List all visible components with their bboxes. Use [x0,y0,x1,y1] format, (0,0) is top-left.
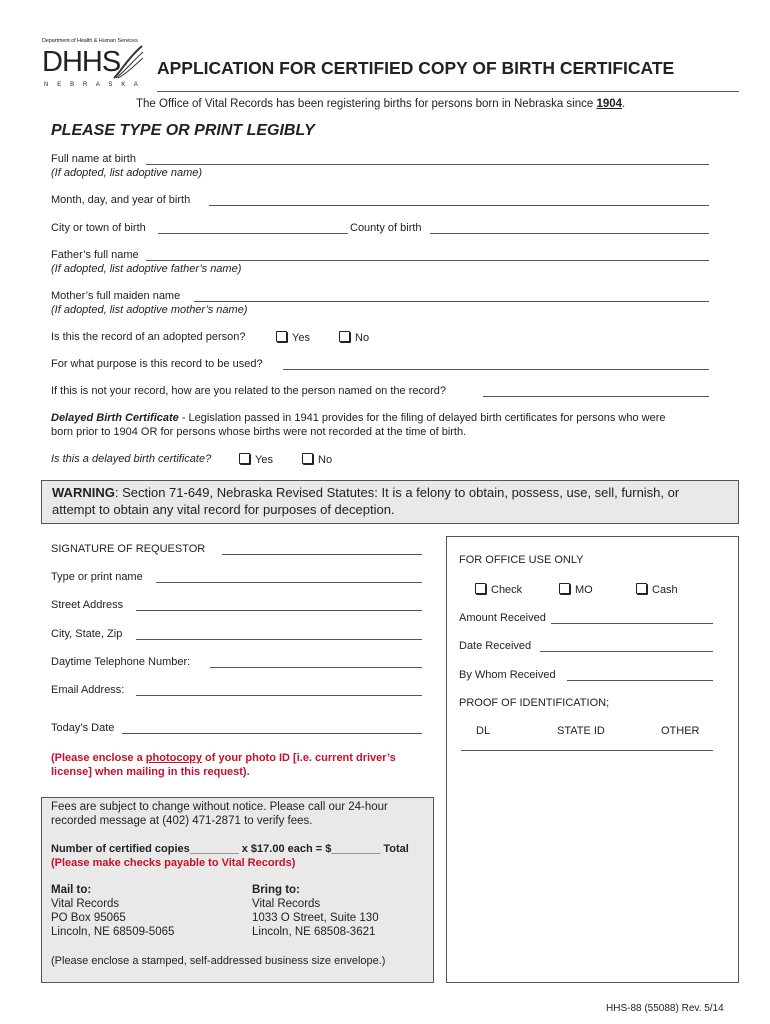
proof-other-label: OTHER [661,725,700,737]
full-name-note: (If adopted, list adoptive name) [51,167,203,179]
office-use-box [446,536,739,983]
delayed-no-label: No [318,454,333,466]
checkbox-icon[interactable] [636,583,647,594]
by-whom-label: By Whom Received [459,669,556,681]
full-name-label: Full name at birth [51,153,136,165]
checkbox-icon[interactable] [302,453,313,464]
purpose-label: For what purpose is this record to be used? [51,358,263,370]
city-label: City or town of birth [51,222,146,234]
date-received-label: Date Received [459,640,532,652]
by-whom-field[interactable] [567,680,713,681]
adopted-question: Is this the record of an adopted person? [51,331,246,343]
relation-field[interactable] [483,396,709,397]
checks-payable-note: (Please make checks payable to Vital Records) [51,857,296,869]
mother-label: Mother’s full maiden name [51,290,181,302]
delayed-title: Delayed Birth Certificate [51,412,179,424]
checkbox-icon[interactable] [339,331,350,342]
intro-text [136,98,625,110]
logo-swoosh-icon [112,44,144,80]
adopted-yes-option[interactable] [276,331,310,344]
dob-label: Month, day, and year of birth [51,194,191,206]
photo-note-b: photocopy [145,752,202,764]
relation-label: If this is not your record, how are you related to the person named on the record? [51,385,447,397]
office-check-option[interactable] [475,583,522,596]
city-state-zip-field[interactable] [136,639,422,640]
street-field[interactable] [136,610,422,611]
full-name-field[interactable] [146,164,709,165]
mail-to-label: Mail to: [51,884,92,896]
proof-of-id-label: PROOF OF IDENTIFICATION; [459,697,610,709]
checkbox-icon[interactable] [239,453,250,464]
proof-dl-label: DL [476,725,491,737]
street-label: Street Address [51,599,124,611]
signature-field[interactable] [222,554,422,555]
city-field[interactable] [158,233,348,234]
email-field[interactable] [136,695,422,696]
form-heading: PLEASE TYPE OR PRINT LEGIBLY [51,122,315,139]
title-rule [157,91,739,92]
city-state-zip-label: City, State, Zip [51,628,123,640]
father-note: (If adopted, list adoptive father’s name) [51,263,242,275]
fees-notice-2: recorded message at (402) 471-2871 to verify fees. [51,815,313,827]
delayed-question: Is this a delayed birth certificate? [51,453,212,465]
adopted-no-label: No [355,332,370,344]
office-mo-label: MO [575,584,593,596]
logo-dhhs-text: DHHS [42,46,121,78]
warning-text-1 [52,485,679,500]
logo-department-text: Department of Health & Human Services [42,38,138,44]
mail-to-line-2: PO Box 95065 [51,912,126,924]
photo-note-c: of your photo ID [i.e. current driver’s [202,752,396,764]
bring-to-line-3: Lincoln, NE 68508-3621 [252,926,376,938]
delayed-no-option[interactable] [302,453,332,466]
checkbox-icon[interactable] [276,331,287,342]
father-label: Father’s full name [51,249,139,261]
dob-field[interactable] [209,205,709,206]
amount-received-field[interactable] [551,623,713,624]
email-label: Email Address: [51,684,125,696]
delayed-description [51,412,665,424]
date-received-field[interactable] [540,651,713,652]
today-date-label: Today’s Date [51,722,115,734]
amount-received-label: Amount Received [459,612,546,624]
logo-state-text: N E B R A S K A [44,82,142,88]
delayed-yes-label: Yes [255,454,273,466]
mother-field[interactable] [194,301,709,302]
bring-to-line-2: 1033 O Street, Suite 130 [252,912,379,924]
delayed-text-1: - Legislation passed in 1941 provides for the filing of delayed birth certificates for persons who were [178,412,666,424]
photo-note-a: (Please enclose a [51,752,146,764]
office-mo-option[interactable] [559,583,593,596]
type-name-label: Type or print name [51,571,143,583]
photo-id-note-2: license] when mailing in this request). [51,766,250,778]
mother-note: (If adopted, list adoptive mother’s name) [51,304,248,316]
today-date-field[interactable] [122,733,422,734]
signature-label: SIGNATURE OF REQUESTOR [51,543,206,555]
warning-label: WARNING [52,485,115,500]
warning-text-2: attempt to obtain any vital record for purposes of deception. [52,502,395,517]
father-field[interactable] [146,260,709,261]
warning-body-1: : Section 71-649, Nebraska Revised Statutes: It is a felony to obtain, possess, use, sell, furnish, or [114,485,680,500]
certified-copies-line: Number of certified copies________ x $17.00 each = $________ Total [51,843,409,855]
adopted-no-option[interactable] [339,331,369,344]
mail-to-line-3: Lincoln, NE 68509-5065 [51,926,175,938]
delayed-yes-option[interactable] [239,453,273,466]
photo-id-note-1 [51,752,396,764]
mail-to-line-1: Vital Records [51,898,120,910]
intro-year: 1904 [596,98,623,110]
office-cash-label: Cash [652,584,678,596]
county-field[interactable] [430,233,709,234]
proof-of-id-field[interactable] [461,750,713,751]
proof-state-id-label: STATE ID [557,725,605,737]
county-label: County of birth [350,222,422,234]
dhhs-logo [42,38,152,98]
phone-field[interactable] [210,667,422,668]
fees-notice-1: Fees are subject to change without notice. Please call our 24-hour [51,801,388,813]
adopted-yes-label: Yes [292,332,310,344]
checkbox-icon[interactable] [475,583,486,594]
bring-to-line-1: Vital Records [252,898,321,910]
intro-body: The Office of Vital Records has been registering births for persons born in Nebraska since [136,98,597,110]
delayed-text-2: born prior to 1904 OR for persons whose births were not recorded at the time of birth. [51,426,467,438]
phone-label: Daytime Telephone Number: [51,656,191,668]
form-id: HHS-88 (55088) Rev. 5/14 [606,1003,724,1014]
purpose-field[interactable] [283,369,709,370]
envelope-note: (Please enclose a stamped, self-addressed business size envelope.) [51,955,386,967]
office-check-label: Check [491,584,523,596]
intro-end: . [622,98,626,110]
office-cash-option[interactable] [636,583,678,596]
bring-to-label: Bring to: [252,884,300,896]
office-use-title: FOR OFFICE USE ONLY [459,554,584,566]
checkbox-icon[interactable] [559,583,570,594]
page-title: APPLICATION FOR CERTIFIED COPY OF BIRTH CERTIFICATE [157,58,675,78]
type-name-field[interactable] [156,582,422,583]
